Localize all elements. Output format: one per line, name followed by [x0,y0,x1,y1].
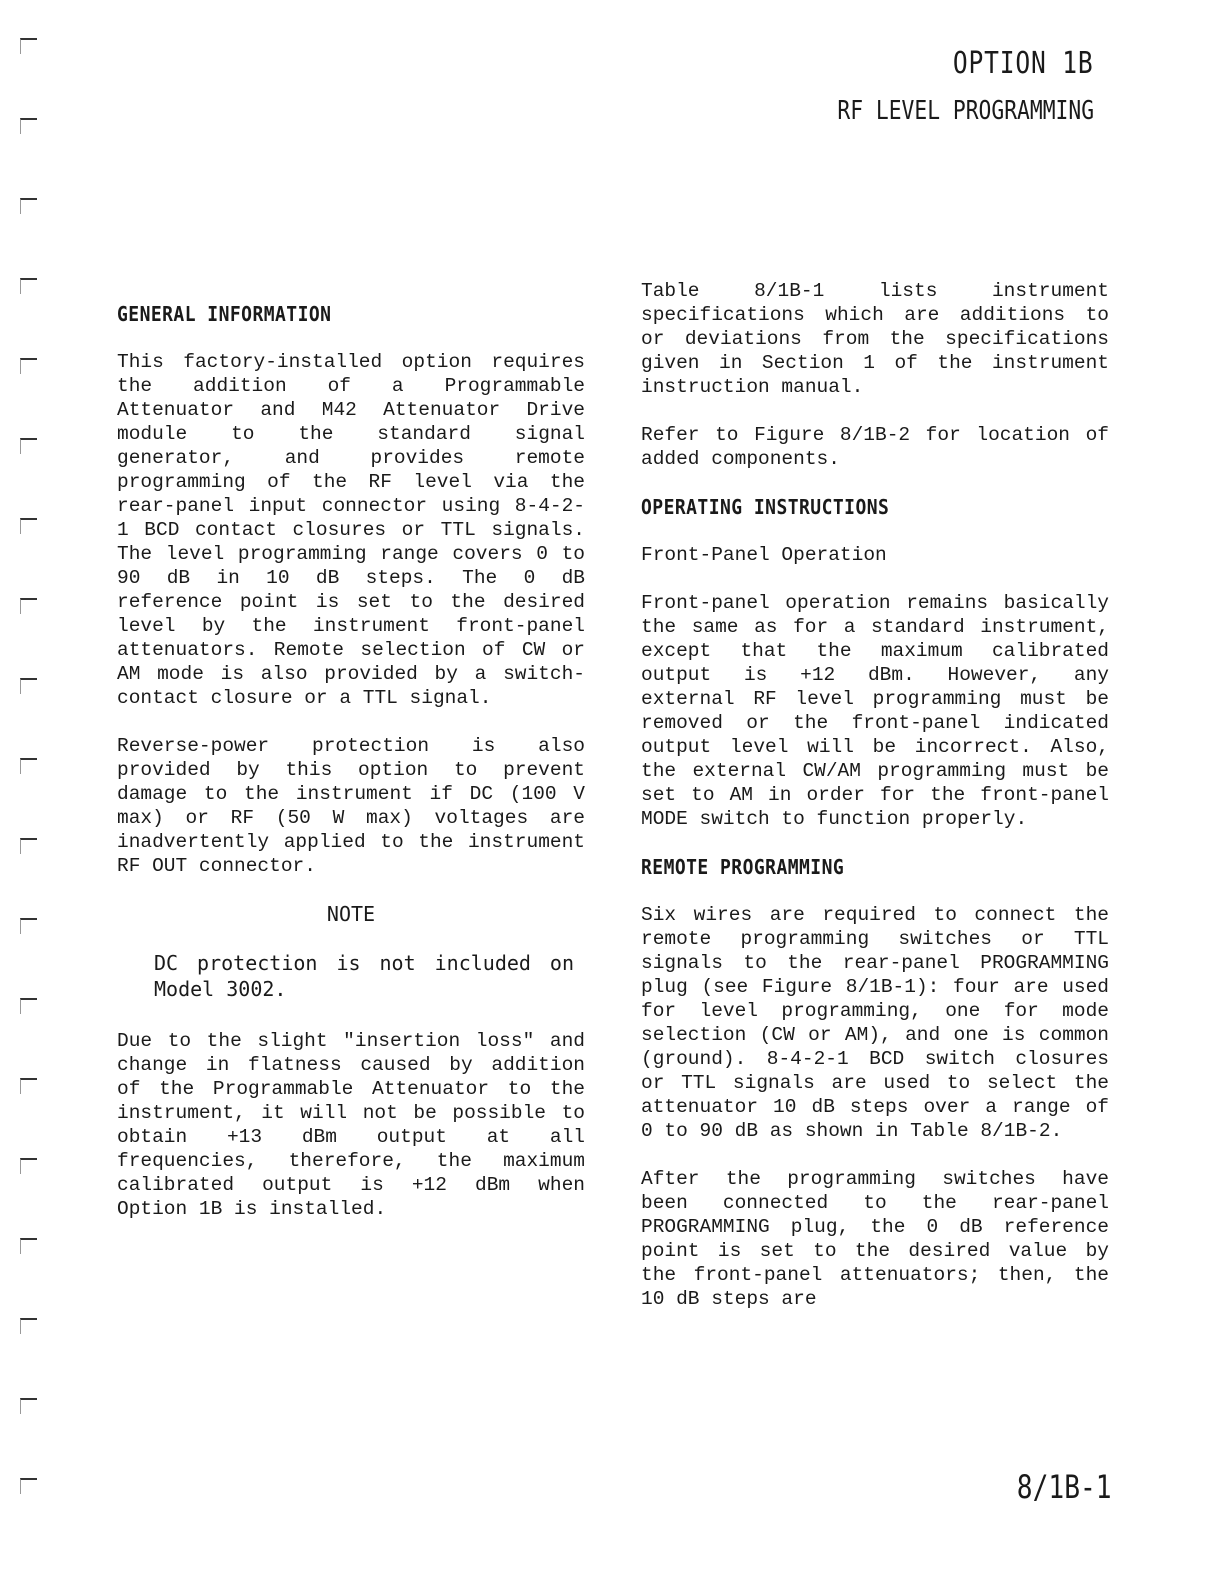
operating-instructions-heading: OPERATING INSTRUCTIONS [641,495,890,519]
table-reference-paragraph: Table 8/1B-1 lists instrument specifications which are additions to or deviations from the specifications given in Section 1 of the instrument instruction manual. [641,280,1109,398]
note-title: NOTE [326,902,376,926]
binding-mark [20,598,37,614]
option-title: OPTION 1B [953,46,1094,81]
figure-reference-paragraph: Refer to Figure 8/1B-2 for location of added components. [641,424,1109,470]
reverse-power-paragraph: Reverse-power protection is also provided by this option to prevent damage to the instrument if DC (100 V max) or RF (50 W max) voltages are inadvertently applied to the instrument RF OUT connector. [117,735,585,877]
binding-mark [20,198,37,214]
binding-mark [20,1238,37,1254]
binding-mark [20,118,37,134]
page-number: 8/1B-1 [1017,1468,1112,1506]
binding-mark [20,1478,37,1494]
left-column [117,302,585,1221]
binding-mark [20,518,37,534]
note-body: DC protection is not included on Model 3002. [154,951,574,1001]
general-info-paragraph: This factory-installed option requires the addition of a Programmable Attenuator and M42 Attenuator Drive module to the standard signal generator, and provides remote programming of the RF level via the rear-panel input connector using 8-4-2-1 BCD contact closures or TTL signals. The level programming range covers 0 to 90 dB in 10 dB steps. The 0 dB reference point is set to the desired level by the instrument front-panel attenuators. Remote selection of CW or AM mode is also provided by a switch-contact closure or a TTL signal. [117,351,585,709]
binding-mark [20,38,37,54]
binding-mark [20,1318,37,1334]
binding-mark [20,1078,37,1094]
binding-mark [20,278,37,294]
binding-mark [20,358,37,374]
binding-mark [20,438,37,454]
remote-programming-heading: REMOTE PROGRAMMING [641,855,845,879]
right-column [641,279,1109,1311]
binding-mark [20,678,37,694]
binding-mark [20,918,37,934]
front-panel-paragraph: Front-panel operation remains basically the same as for a standard instrument, except that the maximum calibrated output is +12 dBm. However, any external RF level programming must be removed or the front-panel indicated output level will be incorrect. Also, the external CW/AM programming must be set to AM in order for the front-panel MODE switch to function properly. [641,592,1109,830]
six-wires-paragraph: Six wires are required to connect the remote programming switches or TTL signals to the rear-panel PROGRAMMING plug (see Figure 8/1B-1): four are used for level programming, one for mode selection (CW or AM), and one is common (ground). 8-4-2-1 BCD switch closures or TTL signals are used to select the attenuator 10 dB steps over a range of 0 to 90 dB as shown in Table 8/1B-2. [641,904,1109,1142]
binding-mark [20,758,37,774]
binding-mark [20,1158,37,1174]
general-information-heading: GENERAL INFORMATION [117,302,332,326]
programming-switches-paragraph: After the programming switches have been connected to the rear-panel PROGRAMMING plug, the 0 dB reference point is set to the desired value by the front-panel attenuators; then, the 10 dB steps are [641,1168,1109,1310]
insertion-loss-paragraph: Due to the slight "insertion loss" and change in flatness caused by addition of the Programmable Attenuator to the instrument, it will not be possible to obtain +13 dBm output at all frequencies, therefore, the maximum calibrated output is +12 dBm when Option 1B is installed. [117,1030,585,1220]
binding-mark [20,838,37,854]
front-panel-operation-subheading: Front-Panel Operation [641,544,887,566]
section-subtitle: RF LEVEL PROGRAMMING [837,96,1094,126]
binding-mark [20,998,37,1014]
binding-mark [20,1398,37,1414]
binding-hole-marks [14,0,44,1580]
